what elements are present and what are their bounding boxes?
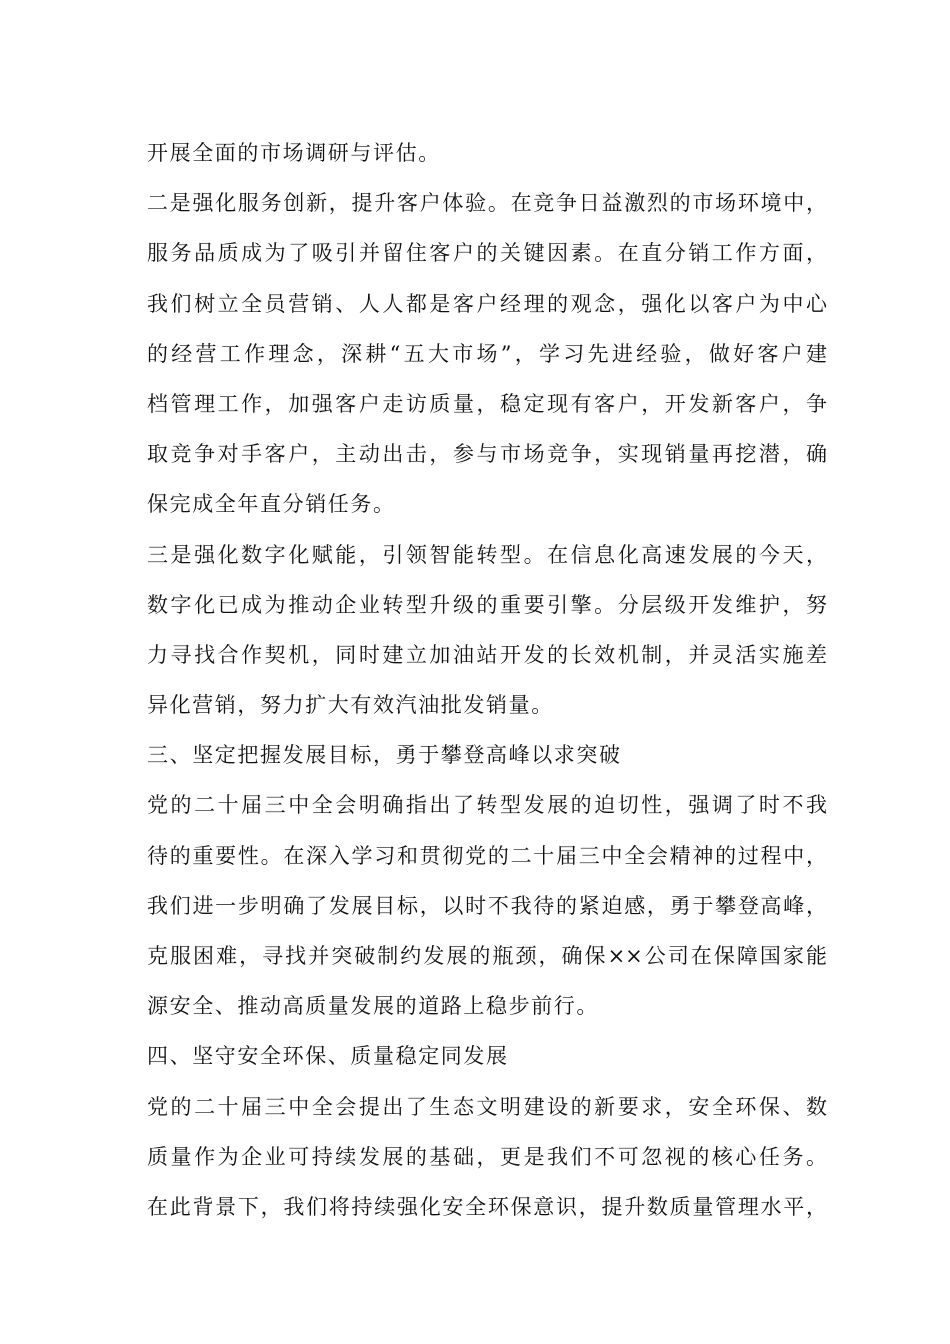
text-line: 异化营销，努力扩大有效汽油批发销量。 xyxy=(147,693,554,718)
text-line: 党的二十届三中全会提出了生态文明建设的新要求，安全环保、数 xyxy=(147,1094,827,1119)
text-line: 我们树立全员营销、人人都是客户经理的观念，强化以客户为中心 xyxy=(147,291,827,316)
text-line: 数字化已成为推动企业转型升级的重要引擎。分层级开发维护，努 xyxy=(147,592,827,617)
text-line: 的经营工作理念，深耕“五大市场”，学习先进经验，做好客户建 xyxy=(147,341,827,366)
text-line: 我们进一步明确了发展目标，以时不我待的紧迫感，勇于攀登高峰， xyxy=(147,893,827,918)
text-line: 取竞争对手客户，主动出击，参与市场竞争，实现销量再挖潜，确 xyxy=(147,442,827,467)
text-line: 克服困难，寻找并突破制约发展的瓶颈，确保××公司在保障国家能 xyxy=(147,944,827,968)
text-line: 源安全、推动高质量发展的道路上稳步前行。 xyxy=(147,994,599,1019)
section-heading: 四、坚守安全环保、质量稳定同发展 xyxy=(147,1044,509,1069)
document-body xyxy=(147,133,827,1237)
text-line: 三是强化数字化赋能，引领智能转型。在信息化高速发展的今天， xyxy=(147,542,827,567)
text-line: 待的重要性。在深入学习和贯彻党的二十届三中全会精神的过程中， xyxy=(147,843,827,868)
text-line: 二是强化服务创新，提升客户体验。在竞争日益激烈的市场环境中， xyxy=(147,191,827,216)
text-line: 党的二十届三中全会明确指出了转型发展的迫切性，强调了时不我 xyxy=(147,793,827,818)
text-line: 档管理工作，加强客户走访质量，稳定现有客户，开发新客户，争 xyxy=(147,391,827,416)
text-line: 开展全面的市场调研与评估。 xyxy=(147,141,441,165)
text-line: 在此背景下，我们将持续强化安全环保意识，提升数质量管理水平， xyxy=(147,1194,827,1219)
text-line: 力寻找合作契机，同时建立加油站开发的长效机制，并灵活实施差 xyxy=(147,642,827,667)
section-heading: 三、坚定把握发展目标，勇于攀登高峰以求突破 xyxy=(147,743,622,768)
text-line: 保完成全年直分销任务。 xyxy=(147,492,396,517)
text-line: 质量作为企业可持续发展的基础，更是我们不可忽视的核心任务。 xyxy=(147,1144,827,1169)
text-line: 服务品质成为了吸引并留住客户的关键因素。在直分销工作方面， xyxy=(147,241,827,266)
